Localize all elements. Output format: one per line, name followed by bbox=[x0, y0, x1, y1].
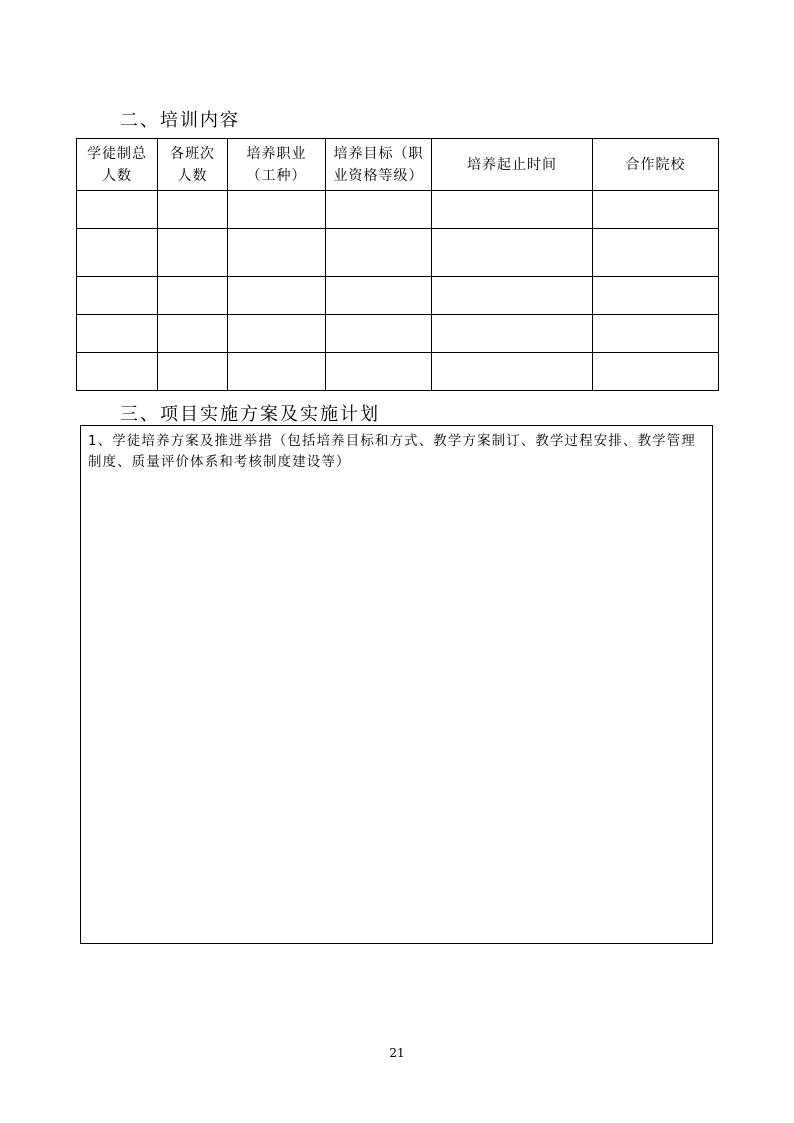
table-row bbox=[77, 229, 719, 277]
table-cell[interactable] bbox=[228, 353, 326, 391]
section-title-implementation-plan: 三、项目实施方案及实施计划 bbox=[120, 404, 380, 425]
table-cell[interactable] bbox=[326, 229, 432, 277]
table-cell[interactable] bbox=[158, 353, 228, 391]
header-apprentice-total: 学徒制总 人数 bbox=[77, 139, 158, 191]
table-cell[interactable] bbox=[228, 277, 326, 315]
table-header-row bbox=[77, 139, 719, 191]
table-row bbox=[77, 191, 719, 229]
apprentice-training-plan-text: 1、学徒培养方案及推进举措（包括培养目标和方式、教学方案制订、教学过程安排、教学管理制度、质量评价体系和考核制度建设等） bbox=[88, 434, 696, 470]
table-cell[interactable] bbox=[228, 315, 326, 353]
header-period: 培养起止时间 bbox=[432, 139, 593, 191]
table-cell[interactable] bbox=[77, 191, 158, 229]
table-cell[interactable] bbox=[228, 229, 326, 277]
table-row bbox=[77, 315, 719, 353]
header-training-goal: 培养目标（职 业资格等级） bbox=[326, 139, 432, 191]
table-cell[interactable] bbox=[432, 315, 593, 353]
training-content-table bbox=[76, 138, 719, 391]
table-cell[interactable] bbox=[593, 229, 719, 277]
table-cell[interactable] bbox=[432, 353, 593, 391]
table-cell[interactable] bbox=[593, 191, 719, 229]
table-cell[interactable] bbox=[158, 191, 228, 229]
table-cell[interactable] bbox=[158, 277, 228, 315]
table-cell[interactable] bbox=[158, 315, 228, 353]
table-cell[interactable] bbox=[326, 353, 432, 391]
header-partner-school: 合作院校 bbox=[593, 139, 719, 191]
page-number: 21 bbox=[389, 1046, 405, 1060]
table-cell[interactable] bbox=[593, 353, 719, 391]
table-cell[interactable] bbox=[593, 315, 719, 353]
table-row bbox=[77, 353, 719, 391]
table-cell[interactable] bbox=[228, 191, 326, 229]
implementation-plan-box[interactable] bbox=[80, 425, 713, 944]
table-cell[interactable] bbox=[593, 277, 719, 315]
table-cell[interactable] bbox=[77, 277, 158, 315]
table-cell[interactable] bbox=[158, 229, 228, 277]
table-cell[interactable] bbox=[77, 315, 158, 353]
table-cell[interactable] bbox=[77, 229, 158, 277]
section-title-training-content: 二、培训内容 bbox=[120, 110, 240, 131]
table-cell[interactable] bbox=[326, 191, 432, 229]
table-cell[interactable] bbox=[432, 229, 593, 277]
header-class-count: 各班次 人数 bbox=[158, 139, 228, 191]
header-occupation: 培养职业 （工种） bbox=[228, 139, 326, 191]
table-cell[interactable] bbox=[326, 315, 432, 353]
table-cell[interactable] bbox=[326, 277, 432, 315]
table-cell[interactable] bbox=[77, 353, 158, 391]
table-cell[interactable] bbox=[432, 191, 593, 229]
table-cell[interactable] bbox=[432, 277, 593, 315]
table-row bbox=[77, 277, 719, 315]
